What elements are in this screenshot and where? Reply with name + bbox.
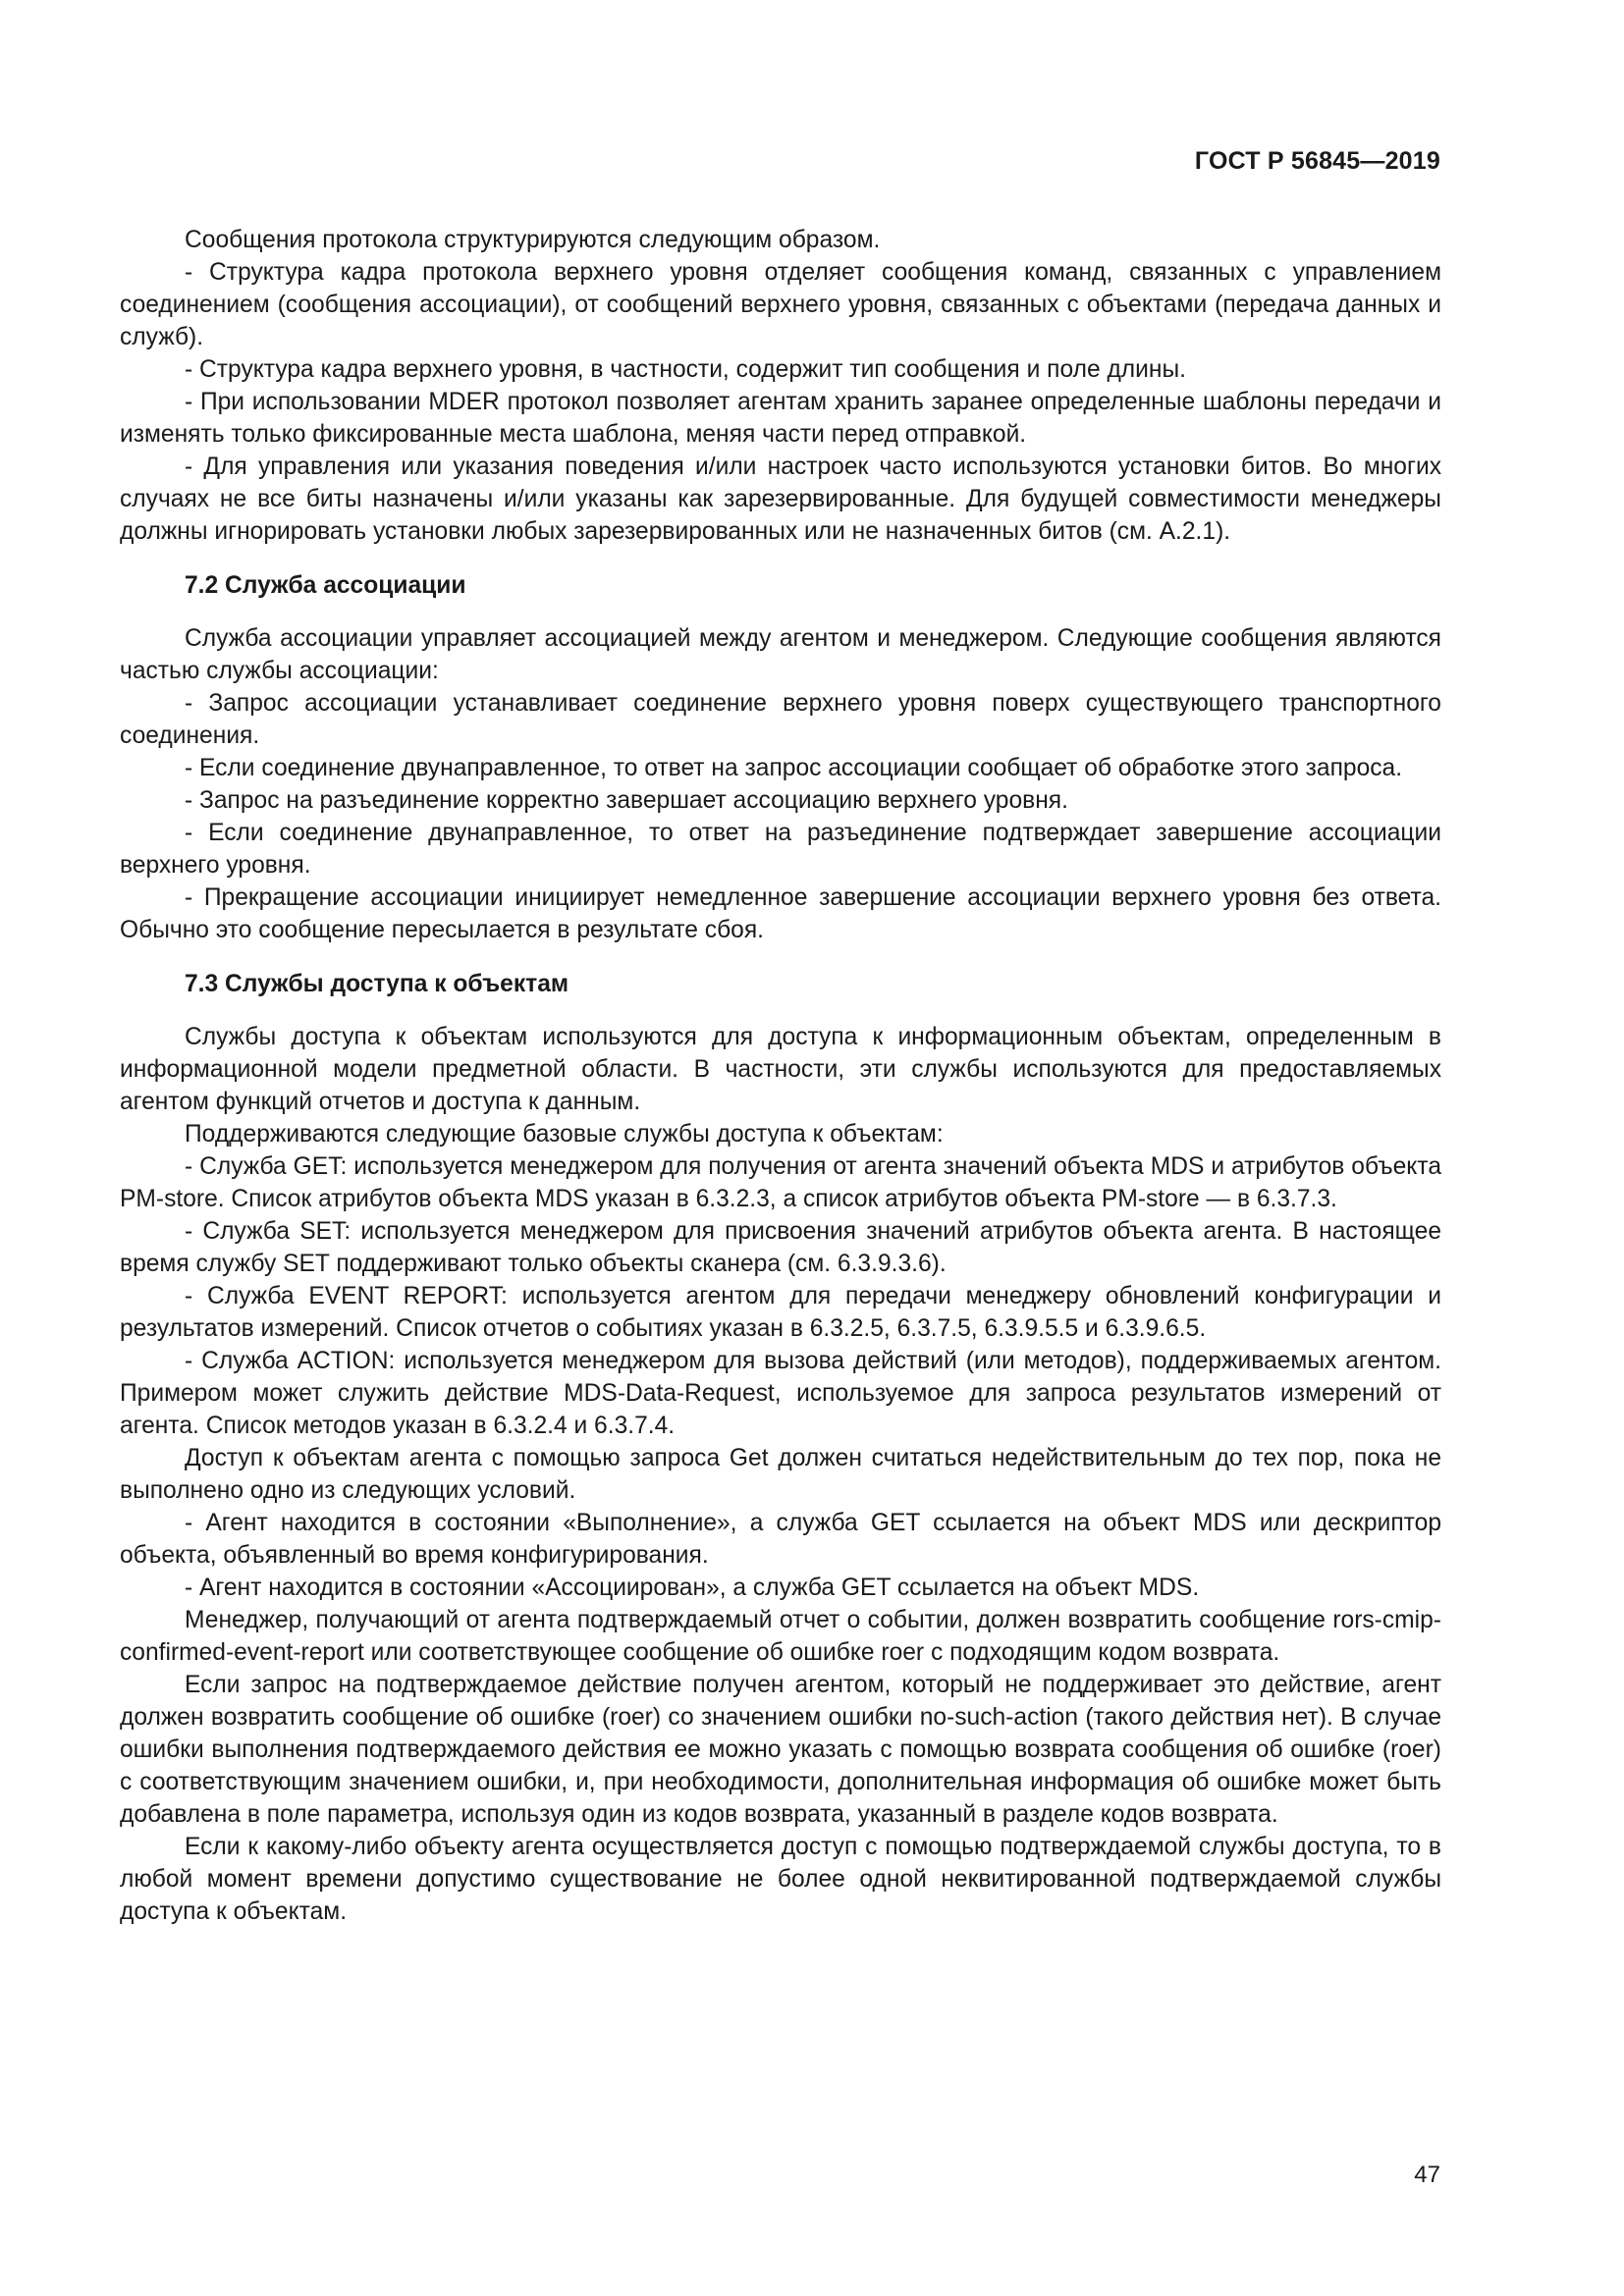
paragraph: - Прекращение ассоциации инициирует немедленное завершение ассоциации верхнего уровня без ответа. Обычно это сообщение пересылается в результате сбоя.: [120, 884, 1441, 943]
page-number: 47: [1414, 2162, 1440, 2188]
paragraph: - Если соединение двунаправленное, то ответ на запрос ассоциации сообщает об обработке этого запроса.: [185, 755, 1403, 781]
section-heading-7-3: 7.3 Службы доступа к объектам: [185, 971, 569, 997]
paragraph: Если запрос на подтверждаемое действие получен агентом, который не поддерживает это действие, агент должен возвратить сообщение об ошибке (roer) со значением ошибки no-such-action (такого действия нет). В случае ошибки выполнения подтверждаемого действия ее можно указать с помощью возврата сообщения об ошибке (roer) с соответствующим значением ошибки, и, при необходимости, дополнительная информация об ошибке может быть добавлена в поле параметра, используя один из кодов возврата, указанный в разделе кодов возврата.: [120, 1672, 1441, 1828]
paragraph: - Агент находится в состоянии «Выполнение», а служба GET ссылается на объект MDS или дескриптор объекта, объявленный во время конфигурирования.: [120, 1510, 1441, 1569]
document-code-header: ГОСТ Р 56845—2019: [1194, 147, 1440, 175]
paragraph: Доступ к объектам агента с помощью запроса Get должен считаться недействительным до тех пор, пока не выполнено одно из следующих условий.: [120, 1445, 1441, 1504]
paragraph: - При использовании MDER протокол позволяет агентам хранить заранее определенные шаблоны передачи и изменять только фиксированные места шаблона, меняя части перед отправкой.: [120, 389, 1441, 448]
paragraph: - Служба EVENT REPORT: используется агентом для передачи менеджеру обновлений конфигурации и результатов измерений. Список отчетов о событиях указан в 6.3.2.5, 6.3.7.5, 6.3.9.5.5 и 6.3.9.6.5.: [120, 1283, 1441, 1342]
document-body: [120, 224, 1441, 1928]
paragraph: - Служба SET: используется менеджером для присвоения значений атрибутов объекта агента. В настоящее время службу SET поддерживают только объекты сканера (см. 6.3.9.3.6).: [120, 1218, 1441, 1277]
paragraph: Менеджер, получающий от агента подтверждаемый отчет о событии, должен возвратить сообщение rors-cmip-confirmed-event-report или соответствующее сообщение об ошибке roer с подходящим кодом возврата.: [120, 1607, 1441, 1666]
paragraph: - Если соединение двунаправленное, то ответ на разъединение подтверждает завершение ассоциации верхнего уровня.: [120, 820, 1441, 879]
paragraph: Служба ассоциации управляет ассоциацией между агентом и менеджером. Следующие сообщения являются частью службы ассоциации:: [120, 625, 1441, 684]
paragraph: - Для управления или указания поведения и/или настроек часто используются установки битов. Во многих случаях не все биты назначены и/или указаны как зарезервированные. Для будущей совместимости менеджеры должны игнорировать установки любых зарезервированных или не назначенных битов (см. А.2.1).: [120, 454, 1441, 545]
paragraph: Сообщения протокола структурируются следующим образом.: [185, 227, 881, 253]
paragraph: Службы доступа к объектам используются для доступа к информационным объектам, определенным в информационной модели предметной области. В частности, эти службы используются для предоставляемых агентом функций отчетов и доступа к данным.: [120, 1024, 1441, 1115]
paragraph: Если к какому-либо объекту агента осуществляется доступ с помощью подтверждаемой службы доступа, то в любой момент времени допустимо существование не более одной неквитированной подтверждаемой службы доступа к объектам.: [120, 1834, 1441, 1925]
section-heading-7-2: 7.2 Служба ассоциации: [185, 572, 466, 599]
paragraph: Поддерживаются следующие базовые службы доступа к объектам:: [185, 1121, 944, 1148]
paragraph: - Служба ACTION: используется менеджером для вызова действий (или методов), поддерживаемых агентом. Примером может служить действие MDS-Data-Request, используемое для запроса результатов измерений от агента. Список методов указан в 6.3.2.4 и 6.3.7.4.: [120, 1348, 1441, 1439]
paragraph: - Запрос на разъединение корректно завершает ассоциацию верхнего уровня.: [185, 787, 1068, 814]
paragraph: - Агент находится в состоянии «Ассоциирован», а служба GET ссылается на объект MDS.: [185, 1575, 1200, 1601]
paragraph: - Служба GET: используется менеджером для получения от агента значений объекта MDS и атрибутов объекта PM-store. Список атрибутов объекта MDS указан в 6.3.2.3, а список атрибутов объекта PM-store — в 6.3.7.3.: [120, 1153, 1441, 1212]
paragraph: - Структура кадра протокола верхнего уровня отделяет сообщения команд, связанных с управлением соединением (сообщения ассоциации), от сообщений верхнего уровня, связанных с объектами (передача данных и служб).: [120, 259, 1441, 350]
paragraph: - Запрос ассоциации устанавливает соединение верхнего уровня поверх существующего транспортного соединения.: [120, 690, 1441, 749]
paragraph: - Структура кадра верхнего уровня, в частности, содержит тип сообщения и поле длины.: [185, 356, 1186, 383]
